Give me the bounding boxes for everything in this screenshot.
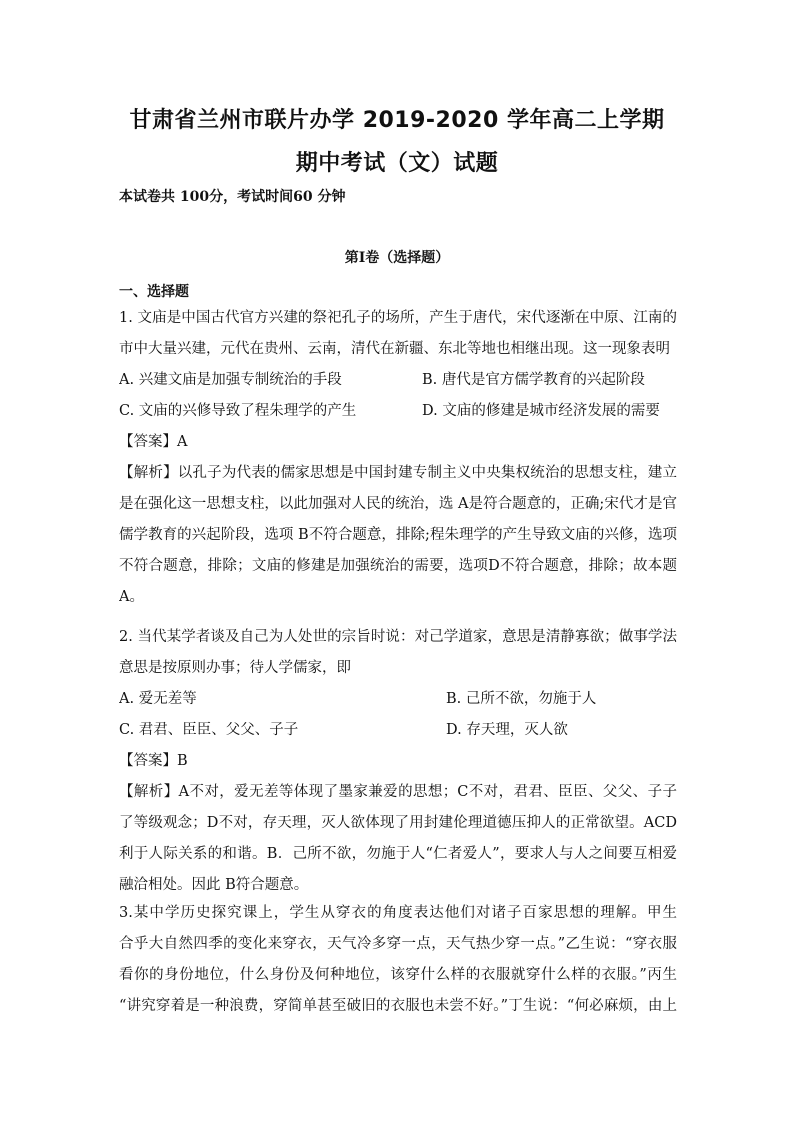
question-stem-line: “讲究穿着是一种浪费，穿简单甚至破旧的衣服也未尝不好。”丁生说：“何必麻烦，由上 <box>119 998 677 1014</box>
option-row <box>119 684 677 715</box>
option-d: D. 存天理，灭人欲 <box>446 722 568 738</box>
exam-info: 本试卷共 100分，考试时间60 分钟 <box>119 189 346 205</box>
question-stem-line: 市中大量兴建，元代在贵州、云南，清代在新疆、东北等地也相继出现。这一现象表明 <box>119 341 670 357</box>
analysis-line: 不符合题意，排除；文庙的修建是加强统治的需要，选项D不符合题意，排除；故本题 <box>119 558 677 574</box>
option-row <box>119 396 677 427</box>
section-heading: 一、选择题 <box>119 284 189 300</box>
analysis-line: 融洽相处。因此 B符合题意。 <box>119 877 309 893</box>
option-a: A. 兴建文庙是加强专制统治的手段 <box>119 372 342 388</box>
question-stem-line: 3.某中学历史探究课上，学生从穿衣的角度表达他们对诸子百家思想的理解。甲生 <box>119 905 677 921</box>
answer-label: 【答案】B <box>119 753 188 769</box>
analysis-line: 【解析】以孔子为代表的儒家思想是中国封建专制主义中央集权统治的思想支柱，建立 <box>119 465 677 481</box>
analysis-line: 利于人际关系的和谐。B．己所不欲，勿施于人“仁者爱人”，要求人与人之间要互相爱 <box>119 846 677 862</box>
option-b: B. 己所不欲，勿施于人 <box>446 691 597 707</box>
option-c: C. 文庙的兴修导致了程朱理学的产生 <box>119 403 357 419</box>
question-stem-line: 看你的身份地位，什么身份及何种地位，该穿什么样的衣服就穿什么样的衣服。”丙生 <box>119 967 677 983</box>
analysis-line: 【解析】A不对，爱无差等体现了墨家兼爱的思想；C不对，君君、臣臣、父父、子子 <box>119 784 677 800</box>
option-a: A. 爱无差等 <box>119 691 197 707</box>
question-stem-line: 1. 文庙是中国古代官方兴建的祭祀孔子的场所，产生于唐代，宋代逐渐在中原、江南的 <box>119 310 677 326</box>
analysis-line: 是在强化这一思想支柱，以此加强对人民的统治，选 A是符合题意的，正确;宋代才是官 <box>119 496 677 512</box>
analysis-line: 了等级观念；D不对，存天理，灭人欲体现了用封建伦理道德压抑人的正常欲望。ACD <box>119 815 677 831</box>
option-row <box>119 715 677 746</box>
section-title: 第Ⅰ卷（选择题） <box>344 250 450 266</box>
question-2 <box>119 622 677 901</box>
option-b: B. 唐代是官方儒学教育的兴起阶段 <box>422 372 645 388</box>
option-d: D. 文庙的修建是城市经济发展的需要 <box>422 403 660 419</box>
answer-label: 【答案】A <box>119 434 188 450</box>
option-c: C. 君君、臣臣、父父、子子 <box>119 722 299 738</box>
question-1 <box>119 303 677 613</box>
question-stem-line: 2. 当代某学者谈及自己为人处世的宗旨时说：对己学道家，意思是清静寡欲；做事学法 <box>119 629 677 645</box>
analysis-line: 儒学教育的兴起阶段，选项 B不符合题意，排除;程朱理学的产生导致文庙的兴修，选项 <box>119 527 677 543</box>
analysis-line: A。 <box>119 589 144 605</box>
question-stem-line: 合乎大自然四季的变化来穿衣，天气冷多穿一点，天气热少穿一点。”乙生说：“穿衣服 <box>119 936 677 952</box>
question-stem-line: 意思是按原则办事；待人学儒家，即 <box>119 660 351 676</box>
option-row <box>119 365 677 396</box>
document-subtitle: 期中考试（文）试题 <box>295 151 499 176</box>
question-3 <box>119 898 677 1022</box>
document-title: 甘肃省兰州市联片办学 2019-2020 学年高二上学期 <box>129 108 665 133</box>
